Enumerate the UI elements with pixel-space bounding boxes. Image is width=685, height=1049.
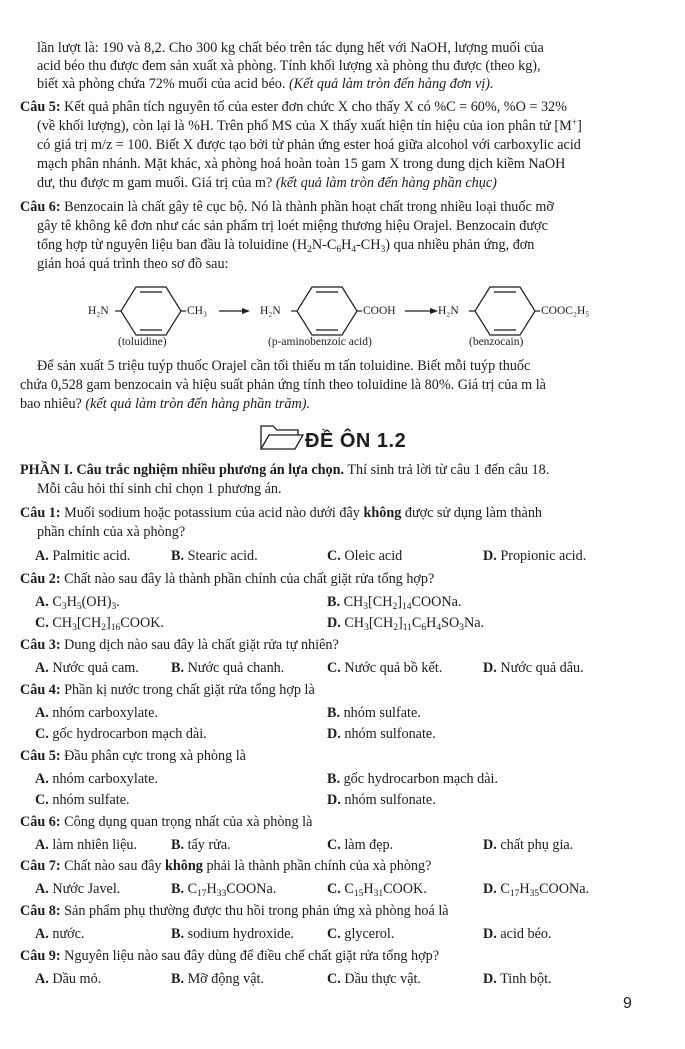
question-6-line: Câu 6: Benzocain là chất gây tê cục bộ. Nó là thành phần hoạt chất trong nhiều loại thuốc mỡ: [20, 199, 554, 215]
question-5: Câu 5: Đầu phân cực trong xà phòng là: [20, 748, 246, 764]
text-line: phần chính của xà phòng?: [37, 524, 186, 540]
option-b[interactable]: B. Mỡ động vật.: [171, 971, 265, 987]
option-a[interactable]: A. Dầu mỏ.: [35, 971, 102, 987]
option-d[interactable]: D. Tinh bột.: [483, 971, 552, 987]
molecule-2-left-group: H₂N: [260, 305, 281, 317]
option-b[interactable]: B. $C_{17}H_{33}COONa$.: [171, 881, 277, 899]
option-d[interactable]: D. acid béo.: [483, 926, 552, 942]
option-d[interactable]: D. Nước quả dâu.: [483, 660, 584, 676]
text-line: bao nhiêu? (kết quả làm tròn đến hàng phần trăm).: [20, 396, 311, 412]
option-b[interactable]: B. nhóm sulfate.: [327, 705, 421, 721]
option-d[interactable]: D. Propionic acid.: [483, 548, 587, 564]
question-5-line: Câu 5: Kết quả phân tích nguyên tố của ester đơn chức X cho thấy X có %C = 60%, %O = 32%: [20, 99, 567, 115]
question-3: Câu 3: Dung dịch nào sau đây là chất giặt rửa tự nhiên?: [20, 637, 339, 653]
option-b[interactable]: B. sodium hydroxide.: [171, 926, 294, 942]
text-line: Mỗi câu hỏi thí sinh chỉ chọn 1 phương án.: [37, 481, 282, 497]
molecule-1-caption: (toluidine): [118, 336, 167, 348]
molecule-3-right-group: COOC₂H₅: [541, 305, 590, 317]
option-c[interactable]: C. nhóm sulfate.: [35, 792, 130, 808]
option-b[interactable]: B. tẩy rửa.: [171, 837, 231, 853]
option-d[interactable]: D. $CH_3[CH_2]_{11}C_6H_4SO_3Na$.: [327, 615, 485, 633]
option-a[interactable]: A. nhóm carboxylate.: [35, 771, 158, 787]
option-c[interactable]: C. glycerol.: [327, 926, 395, 942]
molecule-2-right-group: COOH: [363, 305, 396, 317]
text-line: acid béo thu được đem sản xuất xà phòng. Tính khối lượng xà phòng thu được (theo kg),: [37, 58, 541, 74]
option-d[interactable]: D. nhóm sulfonate.: [327, 792, 436, 808]
question-1: Câu 1: Muối sodium hoặc potassium của acid nào dưới đây không được sử dụng làm thành: [20, 505, 543, 521]
option-b[interactable]: B. Stearic acid.: [171, 548, 258, 564]
option-d[interactable]: D. $C_{17}H_{35}COONa$.: [483, 881, 590, 899]
text-line: dư, thu được m gam muối. Giá trị của m? (kết quả làm tròn đến hàng phần chục): [37, 175, 497, 191]
question-4: Câu 4: Phần kị nước trong chất giặt rửa tổng hợp là: [20, 682, 315, 698]
option-a[interactable]: A. Palmitic acid.: [35, 548, 131, 564]
option-c[interactable]: C. Dầu thực vật.: [327, 971, 421, 987]
part-heading: PHẦN I. Câu trắc nghiệm nhiều phương án lựa chọn. Thí sinh trả lời từ câu 1 đến câu 18.: [20, 462, 550, 478]
folder-icon: [258, 422, 304, 452]
question-9: Câu 9: Nguyên liệu nào sau đây dùng để điều chế chất giặt rửa tổng hợp?: [20, 948, 440, 964]
option-b[interactable]: B. Nước quả chanh.: [171, 660, 285, 676]
molecule-3-left-group: H₂N: [438, 305, 459, 317]
molecule-2-caption: (p-aminobenzoic acid): [268, 336, 372, 348]
text-line: (về khối lượng), còn lại là %H. Trên phổ MS của X thấy xuất hiện tín hiệu của ion phân tử [M+]: [37, 118, 582, 134]
benzene-ring-1: [121, 287, 181, 335]
text-line: Để sản xuất 5 triệu tuýp thuốc Orajel cần tối thiểu m tấn toluidine. Biết mỗi tuýp thuốc: [37, 358, 531, 374]
option-c[interactable]: C. gốc hydrocarbon mạch dài.: [35, 726, 207, 742]
option-d[interactable]: D. nhóm sulfonate.: [327, 726, 436, 742]
option-a[interactable]: A. nước.: [35, 926, 85, 942]
option-b[interactable]: B. gốc hydrocarbon mạch dài.: [327, 771, 498, 787]
question-6: Câu 6: Công dụng quan trọng nhất của xà phòng là: [20, 814, 313, 830]
option-c[interactable]: C. $CH_3[CH_2]_{16}COOK$.: [35, 615, 164, 633]
option-c[interactable]: C. làm đẹp.: [327, 837, 394, 853]
option-a[interactable]: A. nhóm carboxylate.: [35, 705, 158, 721]
option-c[interactable]: C. $C_{15}H_{31}COOK$.: [327, 881, 427, 899]
option-d[interactable]: D. chất phụ gia.: [483, 837, 574, 853]
benzene-ring-3: [475, 287, 535, 335]
option-c[interactable]: C. Oleic acid: [327, 548, 403, 564]
option-c[interactable]: C. Nước quả bồ kết.: [327, 660, 443, 676]
benzene-ring-2: [297, 287, 357, 335]
text-line: gây tê không kê đơn như các sản phẩm trị loét miệng thương hiệu Orajel. Benzocain được: [37, 218, 548, 234]
option-a[interactable]: A. Nước Javel.: [35, 881, 121, 897]
molecule-3-caption: (benzocain): [469, 336, 524, 348]
text-line: có giá trị m/z = 100. Biết X được tạo bởi từ phản ứng ester hoá giữa alcohol với carboxylic acid: [37, 137, 581, 153]
question-7: Câu 7: Chất nào sau đây không phải là thành phần chính của xà phòng?: [20, 858, 432, 874]
molecule-1-left-group: H₂N: [88, 305, 109, 317]
section-title: ĐỀ ÔN 1.2: [305, 430, 407, 452]
question-8: Câu 8: Sản phẩm phụ thường được thu hồi trong phản ứng xà phòng hoá là: [20, 903, 449, 919]
text-line: lần lượt là: 190 và 8,2. Cho 300 kg chất béo trên tác dụng hết với NaOH, lượng muối của: [37, 40, 544, 56]
page-number: 9: [623, 995, 632, 1012]
option-a[interactable]: A. làm nhiên liệu.: [35, 837, 138, 853]
molecule-1-right-group: CH₃: [187, 305, 207, 317]
option-b[interactable]: B. $CH_3[CH_2]_{14}COONa$.: [327, 594, 462, 612]
text-line: biết xà phòng chứa 72% muối của acid béo. (Kết quả làm tròn đến hàng đơn vị).: [37, 76, 494, 92]
text-line: mạch phân nhánh. Mặt khác, xà phòng hoá hoàn toàn 15 gam X trong dung dịch kiềm NaOH: [37, 156, 566, 172]
question-2: Câu 2: Chất nào sau đây là thành phần chính của chất giặt rửa tổng hợp?: [20, 571, 435, 587]
option-a[interactable]: A. $C_3H_5(OH)_3$.: [35, 594, 120, 612]
text-line: tổng hợp từ nguyên liệu ban đầu là toluidine $(H_2N-C_6H_4-CH_3)$ qua nhiều phản ứng, đơn: [37, 237, 535, 255]
text-line: gián hoá quá trình theo sơ đồ sau:: [37, 256, 229, 272]
option-a[interactable]: A. Nước quả cam.: [35, 660, 139, 676]
text-line: chứa 0,528 gam benzocain và hiệu suất phản ứng tính theo toluidine là 80%. Giá trị của m là: [20, 377, 546, 393]
